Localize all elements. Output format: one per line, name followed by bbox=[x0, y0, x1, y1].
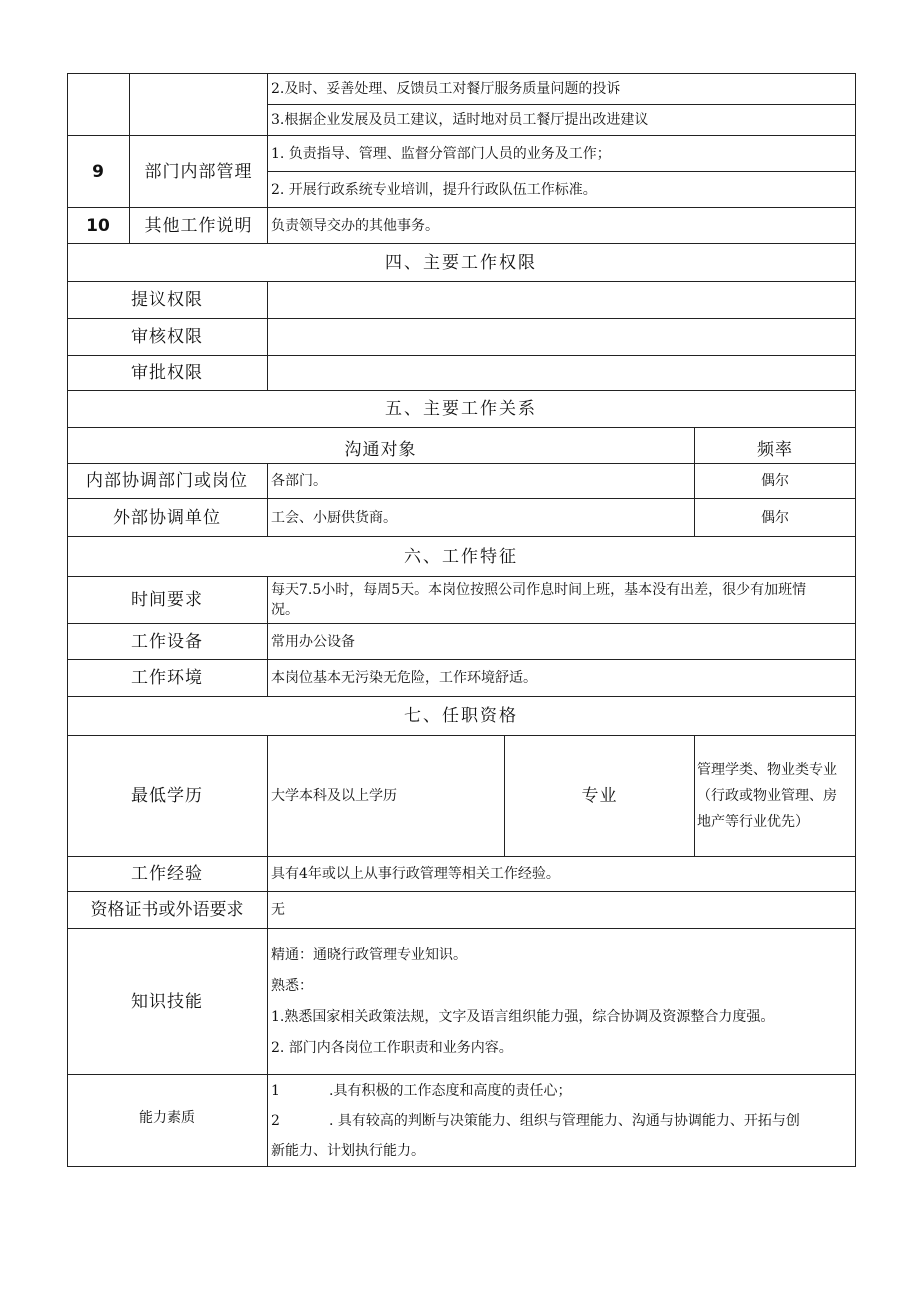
row8-number-cell bbox=[67, 73, 130, 136]
feature-time-line-2: 况。 bbox=[271, 602, 299, 618]
row10-number: 10 bbox=[67, 208, 130, 244]
feature-time-value bbox=[268, 577, 856, 624]
row10-text: 负责领导交办的其他事务。 bbox=[268, 208, 856, 244]
knowledge-line-2: 熟悉： bbox=[271, 977, 313, 994]
relations-internal-frequency: 偶尔 bbox=[695, 464, 856, 499]
major-value bbox=[695, 736, 856, 857]
ability-item-1-num: 1 bbox=[271, 1082, 280, 1099]
certificate-label: 资格证书或外语要求 bbox=[67, 892, 268, 929]
section-heading-qualification: 七、任职资格 bbox=[67, 697, 856, 736]
row8-item-3: 3.根据企业发展及员工建议，适时地对员工餐厅提出改进建议 bbox=[268, 105, 856, 136]
knowledge-value bbox=[268, 929, 856, 1075]
authority-review-value bbox=[268, 319, 856, 356]
feature-equipment-value: 常用办公设备 bbox=[268, 624, 856, 660]
row9-item-2: 2. 开展行政系统专业培训，提升行政队伍工作标准。 bbox=[268, 172, 856, 208]
row9-title: 部门内部管理 bbox=[130, 136, 268, 208]
authority-propose-value bbox=[268, 282, 856, 319]
relations-external-label: 外部协调单位 bbox=[67, 499, 268, 537]
section-heading-relations: 五、主要工作关系 bbox=[67, 391, 856, 428]
row9-item-1: 1. 负责指导、管理、监督分管部门人员的业务及工作； bbox=[268, 136, 856, 172]
job-description-table bbox=[67, 73, 856, 1167]
feature-environment-value: 本岗位基本无污染无危险，工作环境舒适。 bbox=[268, 660, 856, 697]
row8-title-cell bbox=[130, 73, 268, 136]
ability-item-2 bbox=[271, 1106, 800, 1136]
major-line-3: 地产等行业优先） bbox=[697, 814, 809, 830]
knowledge-line-1: 精通：通晓行政管理专业知识。 bbox=[271, 946, 467, 963]
relations-internal-object: 各部门。 bbox=[268, 464, 695, 499]
ability-item-2-text: . 具有较高的判断与决策能力、组织与管理能力、沟通与协调能力、开拓与创 bbox=[329, 1112, 800, 1129]
ability-item-1 bbox=[271, 1076, 571, 1106]
feature-time-label: 时间要求 bbox=[67, 577, 268, 624]
ability-label: 能力素质 bbox=[67, 1075, 268, 1167]
authority-review-label: 审核权限 bbox=[67, 319, 268, 356]
knowledge-line-3: 1.熟悉国家相关政策法规，文字及语言组织能力强，综合协调及资源整合力度强。 bbox=[271, 1008, 775, 1025]
relations-frequency-header: 频率 bbox=[695, 428, 856, 464]
feature-environment-label: 工作环境 bbox=[67, 660, 268, 697]
authority-approve-value bbox=[268, 356, 856, 391]
relations-external-frequency: 偶尔 bbox=[695, 499, 856, 537]
relations-object-header: 沟通对象 bbox=[67, 428, 695, 464]
knowledge-line-4: 2. 部门内各岗位工作职责和业务内容。 bbox=[271, 1039, 513, 1056]
section-heading-features: 六、工作特征 bbox=[67, 537, 856, 577]
major-label: 专业 bbox=[505, 736, 695, 857]
row10-title: 其他工作说明 bbox=[130, 208, 268, 244]
relations-internal-label: 内部协调部门或岗位 bbox=[67, 464, 268, 499]
ability-item-1-text: .具有积极的工作态度和高度的责任心； bbox=[329, 1082, 572, 1099]
feature-equipment-label: 工作设备 bbox=[67, 624, 268, 660]
experience-value: 具有4年或以上从事行政管理等相关工作经验。 bbox=[268, 857, 856, 892]
major-line-1: 管理学类、物业类专业 bbox=[697, 762, 837, 778]
education-value: 大学本科及以上学历 bbox=[268, 736, 505, 857]
certificate-value: 无 bbox=[268, 892, 856, 929]
relations-external-object: 工会、小厨供货商。 bbox=[268, 499, 695, 537]
authority-approve-label: 审批权限 bbox=[67, 356, 268, 391]
authority-propose-label: 提议权限 bbox=[67, 282, 268, 319]
major-line-2: （行政或物业管理、房 bbox=[697, 788, 837, 804]
education-label: 最低学历 bbox=[67, 736, 268, 857]
ability-item-2-continuation: 新能力、计划执行能力。 bbox=[271, 1142, 425, 1159]
experience-label: 工作经验 bbox=[67, 857, 268, 892]
ability-item-2-num: 2 bbox=[271, 1112, 280, 1129]
knowledge-label: 知识技能 bbox=[67, 929, 268, 1075]
ability-value bbox=[268, 1075, 856, 1167]
feature-time-line-1: 每天7.5小时，每周5天。本岗位按照公司作息时间上班，基本没有出差，很少有加班情 bbox=[271, 582, 807, 598]
row9-number: 9 bbox=[67, 136, 130, 208]
row8-item-2: 2.及时、妥善处理、反馈员工对餐厅服务质量问题的投诉 bbox=[268, 73, 856, 105]
section-heading-authority: 四、主要工作权限 bbox=[67, 244, 856, 282]
